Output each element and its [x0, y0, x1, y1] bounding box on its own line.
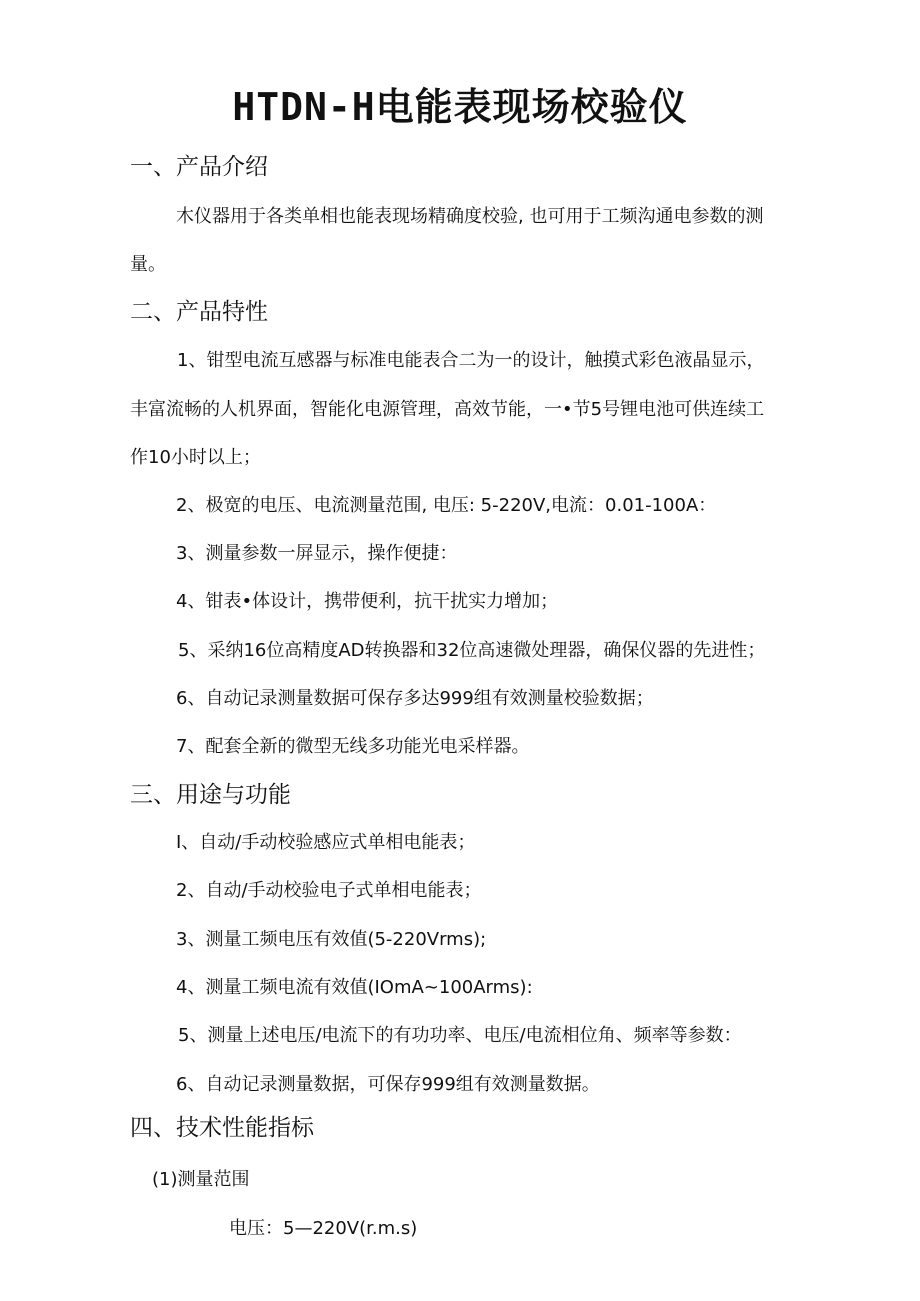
section-heading-features: 二、产品特性: [130, 299, 268, 325]
document-title: [0, 76, 920, 131]
feature-item-2: 2、极宽的电压、电流测量范围, 电压: 5-220V,电流：0.01-100A：: [176, 495, 717, 516]
spec-subheading-range: (1)测量范围: [152, 1169, 250, 1190]
feature-item-3: 3、测量参数一屏显示，操作便捷：: [176, 543, 458, 564]
spec-voltage-range: 电压：5—220V(r.m.s): [229, 1218, 418, 1239]
feature-item-1-line1: 1、钳型电流互感器与标准电能表合二为一的设计，触摸式彩色液晶显示，: [177, 350, 765, 371]
title-name: 电能表现场校验仪: [375, 85, 688, 129]
title-model: HTDN-H: [232, 85, 376, 129]
use-item-5: 5、测量上述电压/电流下的有功功率、电压/电流相位角、频率等参数：: [178, 1025, 742, 1046]
intro-paragraph-line2: 量。: [130, 254, 166, 275]
feature-item-1-line2: 丰富流畅的人机界面，智能化电源管理，高效节能，一•节5号锂电池可供连续工: [130, 399, 765, 420]
use-item-1: I、自动/手动校验感应式单相电能表；: [176, 832, 476, 853]
feature-item-7: 7、配套全新的微型无线多功能光电采样器。: [176, 736, 530, 757]
section-heading-specs: 四、技术性能指标: [130, 1115, 314, 1141]
use-item-2: 2、自动/手动校验电子式单相电能表；: [176, 880, 482, 901]
feature-item-1-line3: 作10小时以上；: [130, 447, 261, 468]
feature-item-4: 4、钳表•体设计，携带便利，抗干扰实力增加；: [176, 591, 559, 612]
use-item-4: 4、测量工频电流有效值(IOmA~100Arms):: [176, 977, 533, 998]
intro-paragraph-line1: 木仪器用于各类单相也能表现场精确度校验, 也可用于工频沟通电参数的测: [176, 206, 764, 227]
use-item-3: 3、测量工频电压有效值(5-220Vrms);: [176, 929, 487, 950]
section-heading-uses: 三、用途与功能: [130, 782, 291, 808]
use-item-6: 6、自动记录测量数据，可保存999组有效测量数据。: [176, 1074, 600, 1095]
feature-item-5: 5、采纳16位高精度AD转换器和32位高速微处理器，确保仪器的先进性；: [178, 640, 766, 661]
section-heading-intro: 一、产品介绍: [130, 154, 268, 180]
feature-item-6: 6、自动记录测量数据可保存多达999组有效测量校验数据；: [176, 688, 654, 709]
